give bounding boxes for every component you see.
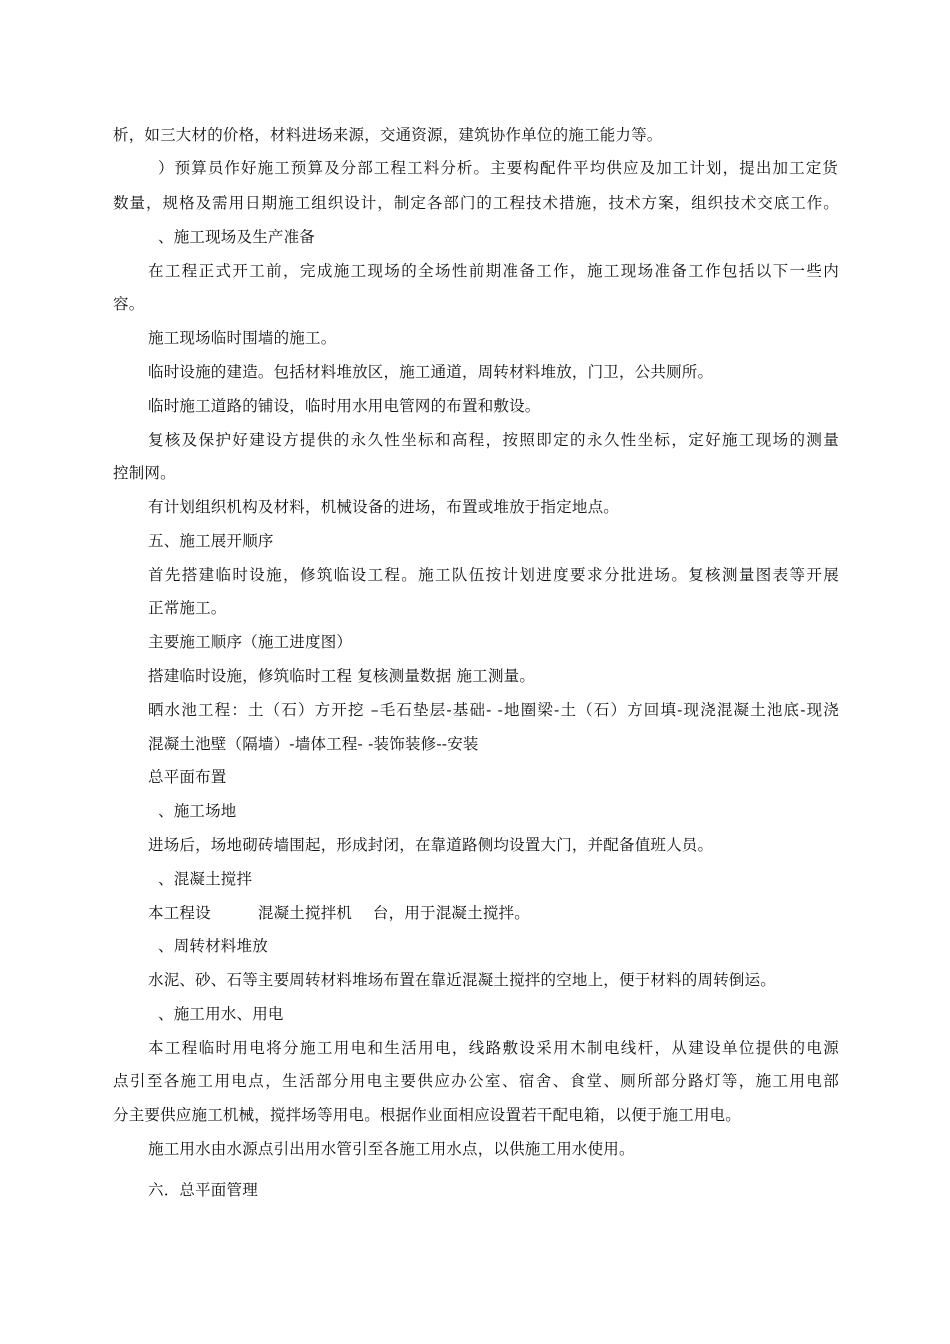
text-line: 主要施工顺序（施工进度图） bbox=[148, 633, 353, 651]
text-line: 本工程临时用电将分施工用电和生活用电，线路敷设采用木制电线杆，从建设单位提供的电源 bbox=[148, 1039, 839, 1057]
text-line: 正常施工。 bbox=[148, 599, 227, 617]
text-line: 析，如三大材的价格，材料进场来源，交通资源，建筑协作单位的施工能力等。 bbox=[113, 126, 663, 144]
section-heading: 、施工场地 bbox=[158, 802, 237, 820]
section-heading: 、混凝土搅拌 bbox=[158, 870, 253, 888]
text-line: 临时设施的建造。包括材料堆放区，施工通道，周转材料堆放，门卫，公共厕所。 bbox=[148, 363, 714, 381]
section-heading: 六．总平面管理 bbox=[148, 1181, 258, 1199]
section-heading: 、施工用水、用电 bbox=[158, 1005, 284, 1023]
text-line: 混凝土池壁（隔墙）-墙体工程- -装饰装修--安装 bbox=[148, 735, 479, 753]
text-line: 数量，规格及需用日期施工组织设计，制定各部门的工程技术措施，技术方案，组织技术交底工作。 bbox=[113, 194, 839, 212]
text-line: 晒水池工程：土（石）方开挖 –毛石垫层-基础- -地圈梁-土（石）方回填-现浇混凝土池底-现浇 bbox=[148, 701, 839, 719]
section-heading: 、周转材料堆放 bbox=[158, 937, 268, 955]
text-line: 在工程正式开工前，完成施工现场的全场性前期准备工作，施工现场准备工作包括以下一些内 bbox=[148, 262, 839, 280]
text-line: 点引至各施工用电点，生活部分用电主要供应办公室、宿舍、食堂、厕所部分路灯等，施工用电部 bbox=[113, 1072, 839, 1090]
text-line: 水泥、砂、石等主要周转材料堆场布置在靠近混凝土搅拌的空地上，便于材料的周转倒运。 bbox=[148, 971, 777, 989]
text-line: 容。 bbox=[113, 295, 145, 313]
text-line: 首先搭建临时设施，修筑临设工程。施工队伍按计划进度要求分批进场。复核测量图表等开展 bbox=[148, 566, 839, 584]
text-line: 分主要供应施工机械，搅拌场等用电。根据作业面相应设置若干配电箱，以便于施工用电。 bbox=[113, 1106, 742, 1124]
text-line: 施工用水由水源点引出用水管引至各施工用水点，以供施工用水使用。 bbox=[148, 1140, 635, 1158]
text-line: ）预算员作好施工预算及分部工程工料分析。主要构配件平均供应及加工计划，提出加工定货 bbox=[158, 159, 838, 177]
section-heading: 总平面布置 bbox=[148, 768, 227, 786]
text-line: 控制网。 bbox=[113, 464, 176, 482]
text-line: 临时施工道路的铺设，临时用水用电管网的布置和敷设。 bbox=[148, 397, 541, 415]
text-line: 有计划组织机构及材料，机械设备的进场，布置或堆放于指定地点。 bbox=[148, 498, 620, 516]
section-heading: 、施工现场及生产准备 bbox=[158, 228, 316, 246]
text-line: 施工现场临时围墙的施工。 bbox=[148, 329, 337, 347]
section-heading: 五、施工展开顺序 bbox=[148, 532, 274, 550]
text-line: 进场后，场地砌砖墙围起，形成封闭，在靠道路侧均设置大门，并配备值班人员。 bbox=[148, 836, 714, 854]
text-line: 本工程设 混凝土搅拌机 台，用于混凝土搅拌。 bbox=[148, 904, 530, 922]
text-line: 复核及保护好建设方提供的永久性坐标和高程，按照即定的永久性坐标，定好施工现场的测量 bbox=[148, 431, 839, 449]
text-line: 搭建临时设施，修筑临时工程 复核测量数据 施工测量。 bbox=[148, 667, 536, 685]
